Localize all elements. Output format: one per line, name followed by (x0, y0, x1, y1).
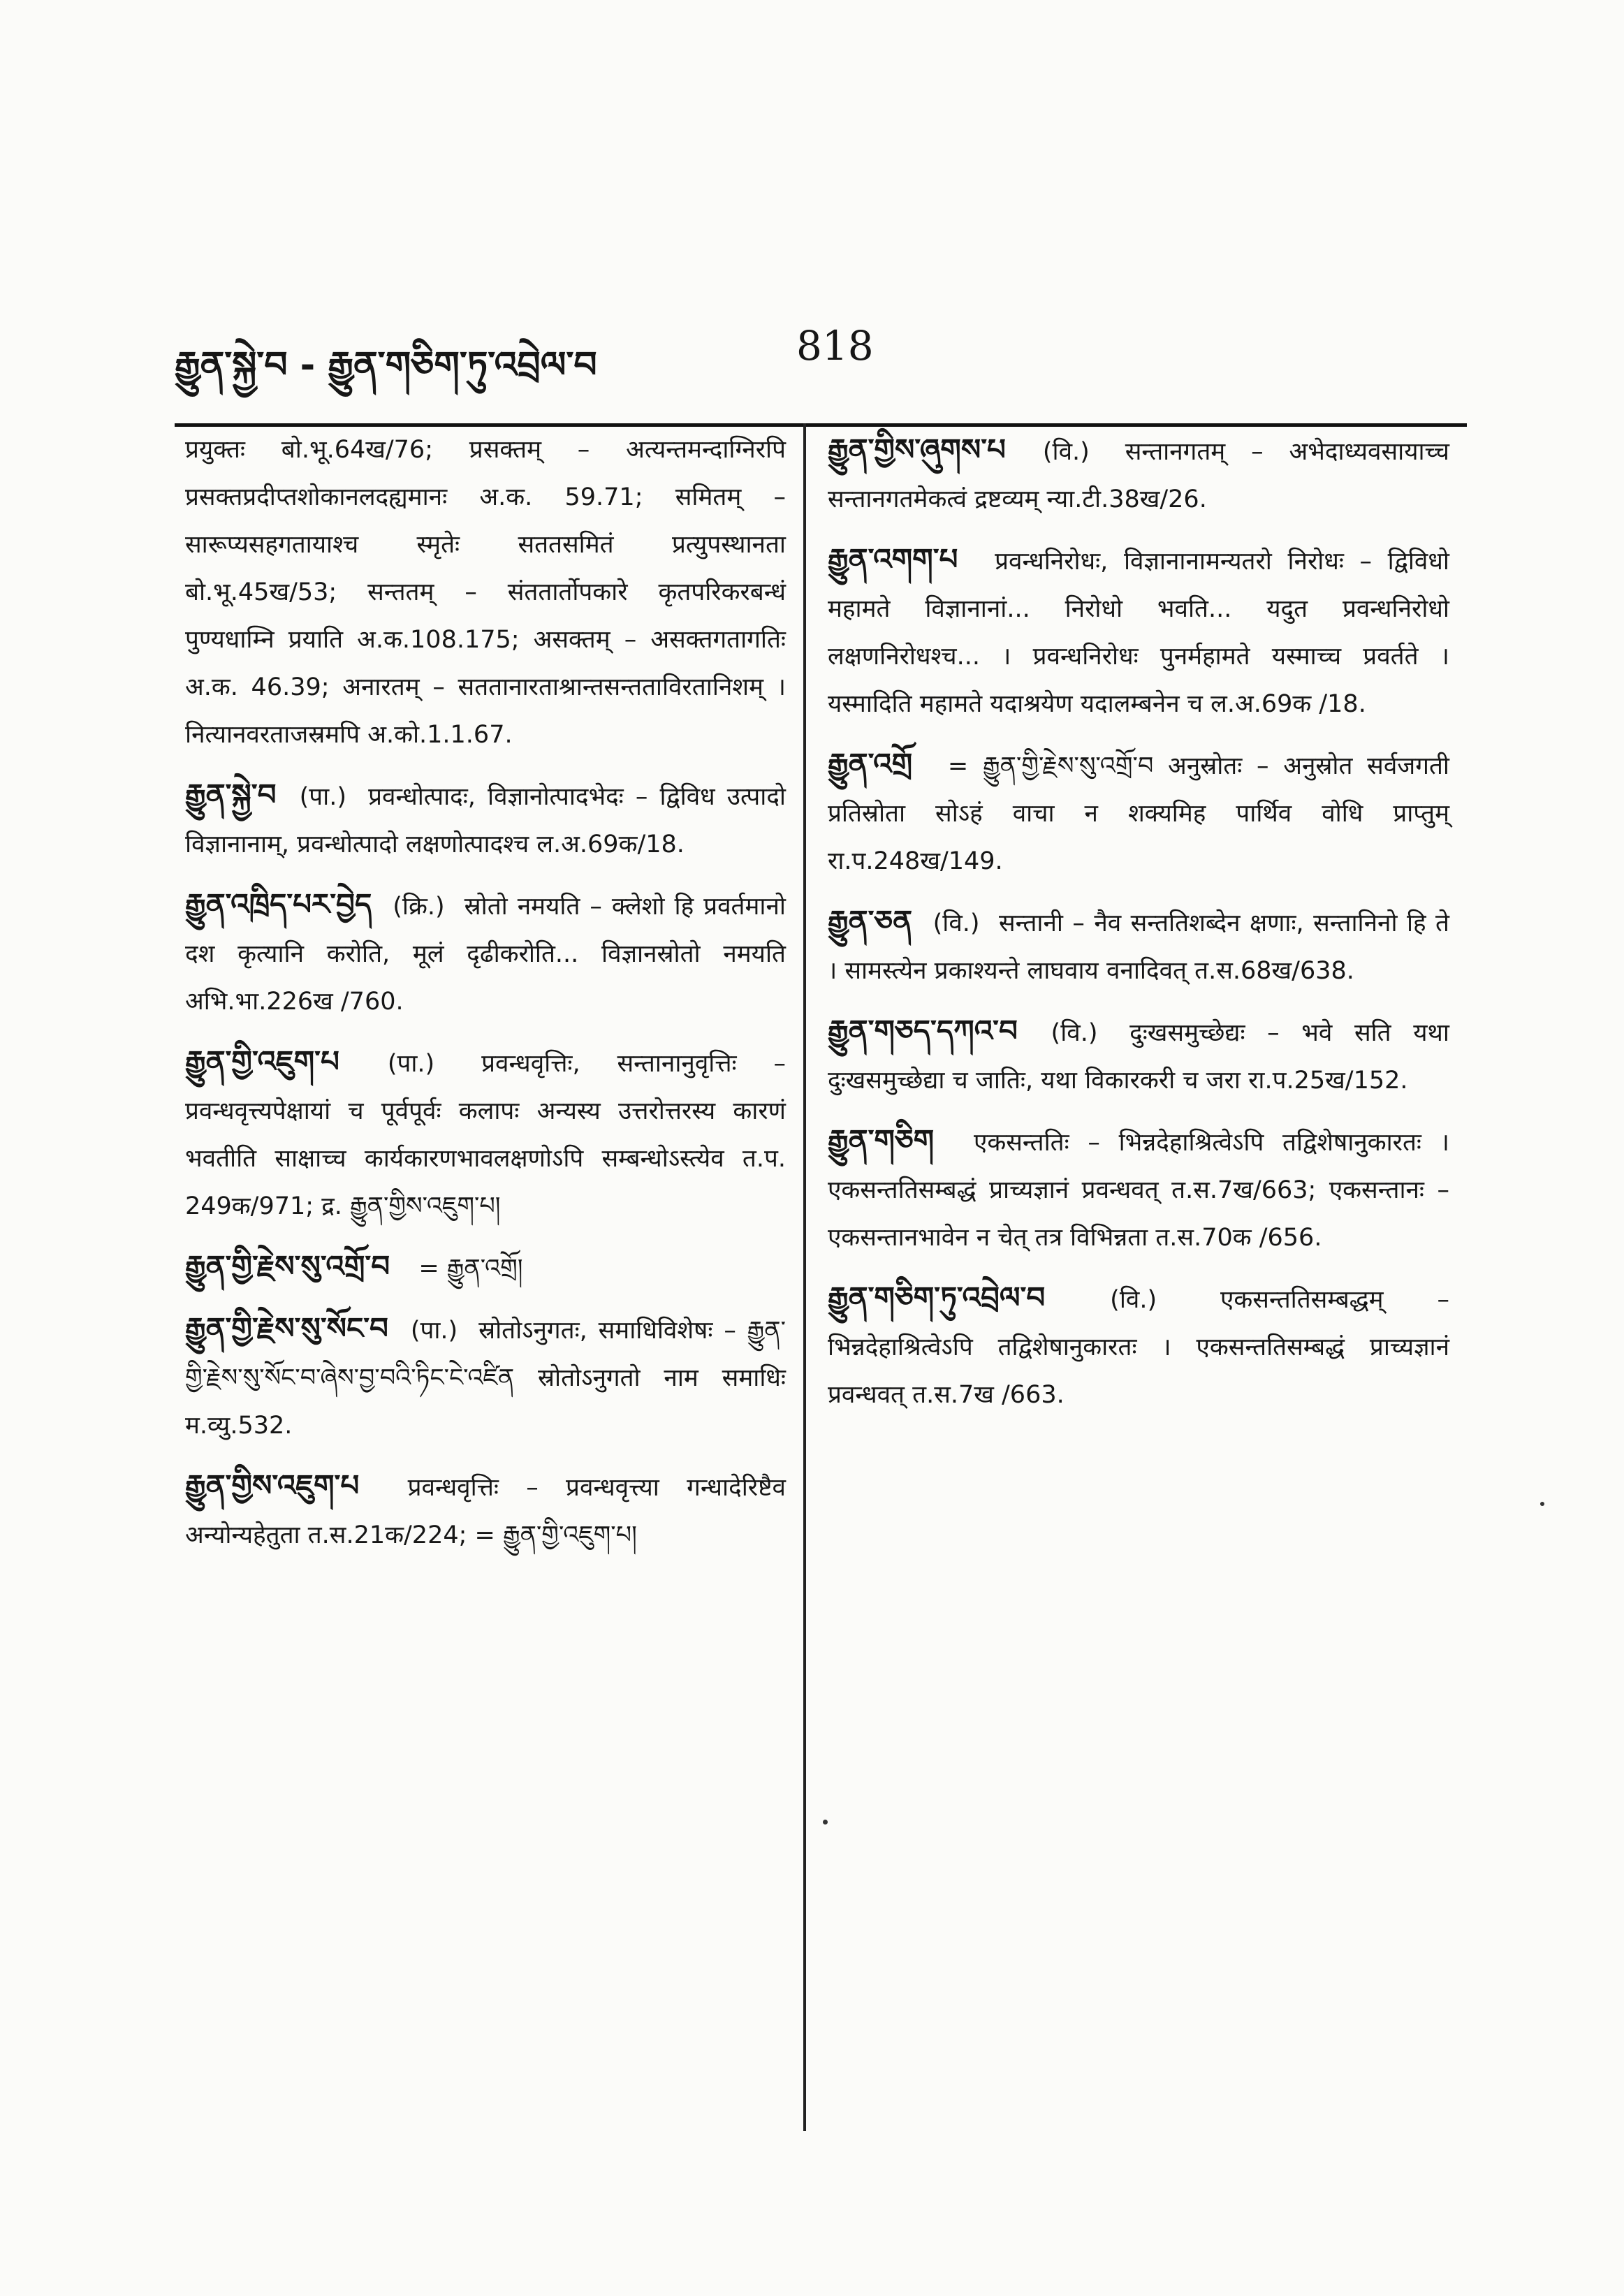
entry-grammar: (वि.) (1051, 1019, 1098, 1047)
scan-speck (1540, 1502, 1544, 1506)
entry-text: प्रवन्धवृत्तिः, सन्तानानुवृत्तिः – प्रवन्धवृत्त्यपेक्षायां च पूर्वपूर्वः कलापः अन्यस्य उत्तरोत्तरस्य कारणं भवतीति साक्षाच्च कार्यकारणभावलक्षणोऽपि सम्बन्धोऽस्त्येव त.प. 249क/971; द्र. རྒྱུན་གྱིས་འཇུག་པ། (185, 1050, 786, 1220)
dictionary-entry (828, 1007, 1449, 1104)
entry-headword: རྒྱུན་འཁྲིད་པར་བྱེད (185, 887, 372, 921)
entry-text: दुःखसमुच्छेद्यः – भवे सति यथा दुःखसमुच्छेद्या च जातिः, यथा विकारकरी च जरा रा.प.25ख/152. (828, 1019, 1449, 1095)
dictionary-entry (828, 1274, 1449, 1419)
left-column (185, 426, 786, 1572)
right-column (828, 426, 1449, 1431)
entry-headword: རྒྱུན་གཅིག (828, 1123, 935, 1157)
dictionary-entry (185, 1462, 786, 1559)
entry-text: प्रवन्धवृत्तिः – प्रवन्धवृत्त्या गन्धादेरिष्टैव अन्योन्यहेतुता त.स.21क/224; = རྒྱུན་གྱི་འཇུག་པ། (185, 1474, 786, 1549)
scan-speck (823, 1820, 828, 1825)
page-header (175, 318, 1467, 386)
entry-headword: རྒྱུན་གྱི་རྗེས་སུ་སོང་བ (185, 1311, 388, 1345)
entry-grammar: (वि.) (1042, 438, 1090, 466)
entry-text: स्रोतो नमयति – क्लेशो हि प्रवर्तमानो दश कृत्यानि करोति, मूलं दृढीकरोति... विज्ञानस्रोतो नमयति अभि.भा.226ख /760. (185, 893, 786, 1016)
dictionary-entry (185, 1243, 786, 1292)
dictionary-entry (828, 898, 1449, 995)
entry-grammar: (क्रि.) (393, 893, 445, 921)
entry-grammar: (पा.) (410, 1317, 458, 1345)
dictionary-entry (828, 536, 1449, 728)
entry-headword: རྒྱུན་གྱི་རྗེས་སུ་འགྲོ་བ (185, 1249, 390, 1283)
entry-headword: རྒྱུན་གྱི་འཇུག་པ (185, 1044, 339, 1078)
entry-text: प्रवन्धोत्पादः, विज्ञानोत्पादभेदः – द्विविध उत्पादो विज्ञानानाम्, प्रवन्धोत्पादो लक्षणोत्पादश्च ल.अ.69क/18. (185, 783, 786, 858)
entry-headword: རྒྱུན་གཅད་དཀའ་བ (828, 1014, 1018, 1048)
dictionary-entry (185, 1038, 786, 1230)
entry-text: = རྒྱུན་གྱི་རྗེས་སུ་འགྲོ་བ अनुस्रोतः – अनुस्रोत सर्वजगती प्रतिस्रोता सोऽहं वाचा न शक्यमिह पार्थिव वोधि प्राप्तुम् रा.प.248ख/149. (828, 752, 1449, 875)
entry-grammar: (वि.) (1110, 1286, 1157, 1314)
entry-headword: རྒྱུན་འགག་པ (828, 542, 958, 576)
entry-headword: རྒྱུན་འགྲོ (828, 747, 913, 781)
entry-text: स्रोतोऽनुगतः, समाधिविशेषः – རྒྱུན་གྱི་རྗེས་སུ་སོང་བ་ཞེས་བྱ་བའི་ཏིང་ངེ་འཛིན स्रोतोऽनुगतो नाम समाधिः म.व्यु.532. (185, 1317, 786, 1440)
dictionary-entry (185, 771, 786, 868)
entry-headword: རྒྱུན་གཅིག་ཏུ་འབྲེལ་བ (828, 1280, 1046, 1315)
entry-text: सन्तानी – नैव सन्ततिशब्देन क्षणाः, सन्तानिनो हि ते । सामस्त्येन प्रकाश्यन्ते लाघवाय वनादिवत् त.स.68ख/638. (828, 909, 1449, 985)
dictionary-entry (185, 881, 786, 1025)
entry-grammar: (पा.) (387, 1050, 435, 1078)
page-number: 818 (796, 322, 874, 370)
entry-text: प्रयुक्तः बो.भू.64ख/76; प्रसक्तम् – अत्यन्तमन्दाग्निरपि प्रसक्तप्रदीप्तशोकानलदह्यमानः अ.क. 59.71; समितम् – सारूप्यसहगतायाश्च स्मृतेः सततसमितं प्रत्युपस्थानता बो.भू.45ख/53; सन्ततम् – संततार्तोपकारे कृतपरिकरबन्धं पुण्यधाम्नि प्रयाति अ.क.108.175; असक्तम् – असक्तगतागतिः अ.क. 46.39; अनारतम् – सततानारताश्रान्तसन्तताविरतानिशम् । नित्यानवरताजस्रमपि अ.को.1.1.67. (185, 436, 786, 749)
entry-headword: རྒྱུན་ཅན (828, 904, 913, 938)
entry-text: = རྒྱུན་འགྲོ། (418, 1255, 523, 1282)
entry-headword: རྒྱུན་གྱིས་འཇུག་པ (185, 1468, 360, 1502)
dictionary-entry (185, 426, 786, 759)
entry-headword: རྒྱུན་གྱིས་ཞུགས་པ (828, 432, 1006, 467)
column-divider (803, 423, 806, 2131)
entry-grammar: (पा.) (299, 783, 347, 811)
entry-text: एकसन्ततिसम्बद्धम् – भिन्नदेहाश्रित्वेऽपि तद्विशेषानुकारतः । एकसन्ततिसम्बद्धं प्राच्यज्ञानं प्रवन्धवत् त.स.7ख /663. (828, 1286, 1449, 1409)
entry-grammar: (वि.) (932, 909, 980, 937)
dictionary-entry (828, 426, 1449, 523)
entry-text: सन्तानगतम् – अभेदाध्यवसायाच्च सन्तानगतमेकत्वं द्रष्टव्यम् न्या.टी.38ख/26. (828, 438, 1449, 513)
entry-headword: རྒྱུན་སྐྱེ་བ (185, 777, 277, 812)
running-head: རྒྱུན་སྐྱེ་བ - རྒྱུན་གཅིག་ཏུ་འབྲེལ་བ (175, 344, 597, 386)
dictionary-entry (185, 1305, 786, 1449)
entry-text: प्रवन्धनिरोधः, विज्ञानानामन्यतरो निरोधः – द्विविधो महामते विज्ञानानां... निरोधो भवति... यदुत प्रवन्धनिरोधो लक्षणनिरोधश्च... । प्रवन्धनिरोधः पुनर्महामते यस्माच्च प्रवर्तते । यस्मादिति महामते यदाश्रयेण यदालम्बनेन च ल.अ.69क /18. (828, 548, 1449, 718)
dictionary-entry (828, 1117, 1449, 1262)
dictionary-entry (828, 740, 1449, 885)
entry-text: एकसन्ततिः – भिन्नदेहाश्रित्वेऽपि तद्विशेषानुकारतः । एकसन्ततिसम्बद्धं प्राच्यज्ञानं प्रवन्धवत् त.स.7ख/663; एकसन्तानः – एकसन्तानभावेन न चेत् तत्र विभिन्नता त.स.70क /656. (828, 1129, 1449, 1252)
